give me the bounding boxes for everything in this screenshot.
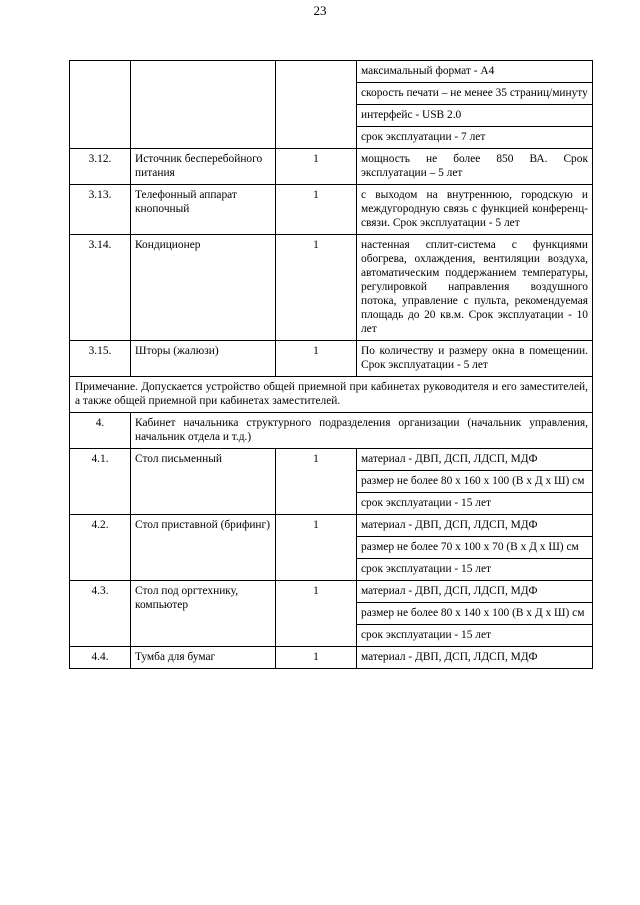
- item-spec: По количеству и размеру окна в помещении. Срок эксплуатации - 5 лет: [357, 341, 593, 377]
- item-spec: мощность не более 850 ВА. Срок эксплуатации – 5 лет: [357, 149, 593, 185]
- table-row: [70, 341, 593, 377]
- table-row: [70, 149, 593, 185]
- item-number: 4.4.: [70, 647, 131, 669]
- item-name: Шторы (жалюзи): [131, 341, 276, 377]
- note-text: Примечание. Допускается устройство общей приемной при кабинетах руководителя и его заместителей, а также общей приемной при кабинетах заместителей.: [70, 377, 593, 413]
- item-quantity: 1: [276, 581, 357, 647]
- section-number: 4.: [70, 413, 131, 449]
- item-name: Кондиционер: [131, 235, 276, 341]
- item-quantity: 1: [276, 341, 357, 377]
- page-number: 23: [313, 3, 327, 18]
- item-spec: материал - ДВП, ДСП, ЛДСП, МДФ: [357, 515, 593, 537]
- item-spec: материал - ДВП, ДСП, ЛДСП, МДФ: [357, 581, 593, 603]
- item-number: 3.13.: [70, 185, 131, 235]
- section-title: Кабинет начальника структурного подразделения организации (начальник управления, начальник отдела и т.д.): [131, 413, 593, 449]
- item-quantity: 1: [276, 149, 357, 185]
- item-spec: максимальный формат - А4: [357, 61, 593, 83]
- item-name: Телефонный аппарат кнопочный: [131, 185, 276, 235]
- item-number: 4.1.: [70, 449, 131, 515]
- note-row: [70, 377, 593, 413]
- item-spec: настенная сплит-система с функциями обогрева, охлаждения, вентиляции воздуха, автоматическим поддержанием температуры, регулировкой направления воздушного потока, управление с пульта, рекомендуемая площадь до 20 кв.м. Срок эксплуатации - 10 лет: [357, 235, 593, 341]
- item-spec: срок эксплуатации - 15 лет: [357, 559, 593, 581]
- item-spec: интерфейс - USB 2.0: [357, 105, 593, 127]
- item-spec: размер не более 80 x 160 x 100 (В x Д x Ш) см: [357, 471, 593, 493]
- item-quantity: 1: [276, 235, 357, 341]
- item-quantity: 1: [276, 449, 357, 515]
- item-name: [131, 61, 276, 149]
- item-spec: материал - ДВП, ДСП, ЛДСП, МДФ: [357, 449, 593, 471]
- item-quantity: 1: [276, 647, 357, 669]
- equipment-table-body: [70, 61, 593, 669]
- item-quantity: 1: [276, 185, 357, 235]
- item-spec: с выходом на внутреннюю, городскую и междугородную связь с функцией конференц-связи. Срок эксплуатации - 5 лет: [357, 185, 593, 235]
- item-number: 3.14.: [70, 235, 131, 341]
- item-number: 4.3.: [70, 581, 131, 647]
- table-row: [70, 61, 593, 83]
- section-row: [70, 413, 593, 449]
- item-number: 3.12.: [70, 149, 131, 185]
- item-spec: скорость печати – не менее 35 страниц/минуту: [357, 83, 593, 105]
- item-number: 3.15.: [70, 341, 131, 377]
- item-spec: материал - ДВП, ДСП, ЛДСП, МДФ: [357, 647, 593, 669]
- table-row: [70, 235, 593, 341]
- table-row: [70, 185, 593, 235]
- table-row: [70, 449, 593, 471]
- item-spec: размер не более 70 x 100 x 70 (В x Д x Ш) см: [357, 537, 593, 559]
- equipment-table: [69, 60, 593, 669]
- table-row: [70, 515, 593, 537]
- table-row: [70, 581, 593, 603]
- item-spec: размер не более 80 x 140 x 100 (В x Д x Ш) см: [357, 603, 593, 625]
- item-name: Стол под оргтехнику, компьютер: [131, 581, 276, 647]
- item-quantity: 1: [276, 515, 357, 581]
- item-name: Тумба для бумаг: [131, 647, 276, 669]
- item-spec: срок эксплуатации - 15 лет: [357, 493, 593, 515]
- item-name: Источник бесперебойного питания: [131, 149, 276, 185]
- item-number: 4.2.: [70, 515, 131, 581]
- item-name: Стол приставной (брифинг): [131, 515, 276, 581]
- item-spec: срок эксплуатации - 15 лет: [357, 625, 593, 647]
- item-spec: срок эксплуатации - 7 лет: [357, 127, 593, 149]
- item-number: [70, 61, 131, 149]
- item-quantity: [276, 61, 357, 149]
- item-name: Стол письменный: [131, 449, 276, 515]
- table-row: [70, 647, 593, 669]
